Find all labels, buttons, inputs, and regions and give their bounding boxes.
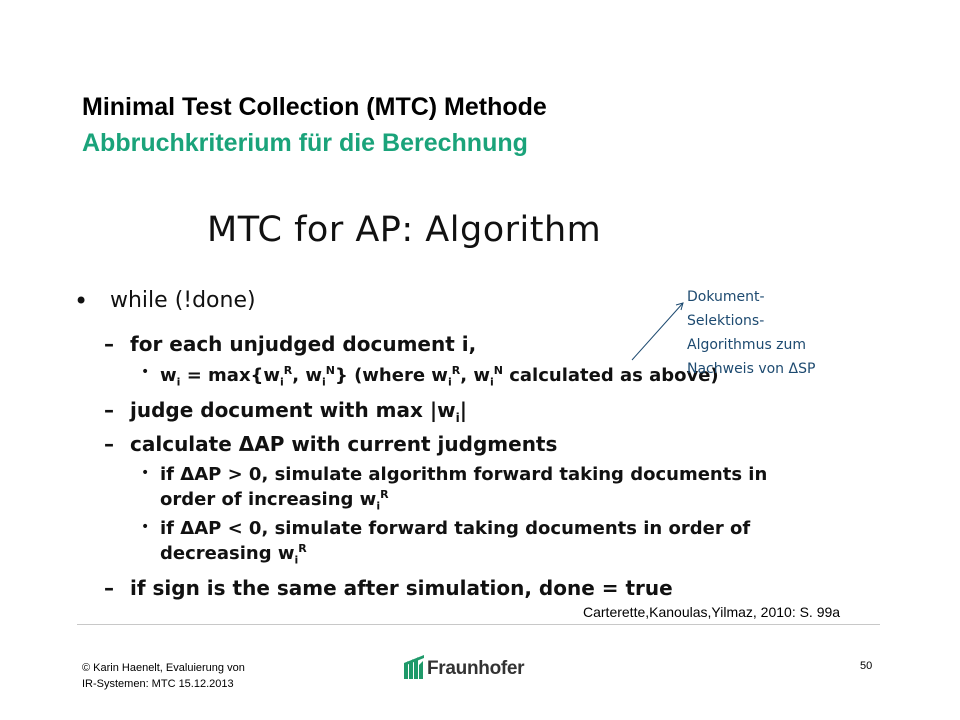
dash-marker: –	[104, 576, 114, 600]
footer-course: IR-Systemen: MTC 15.12.2013	[82, 678, 234, 690]
fraunhofer-logo	[404, 655, 529, 683]
divider	[77, 624, 880, 625]
annotation-line-4: Nachweis von ΔSP	[687, 361, 816, 377]
annotation-line-3: Algorithmus zum	[687, 337, 807, 353]
citation: Carterette,Kanoulas,Yilmaz, 2010: S. 99a	[583, 604, 841, 620]
algo-line-1: while (!done)	[110, 288, 256, 313]
algo-line-9: decreasing $w_i^R$	[160, 542, 307, 567]
dash-marker: –	[104, 398, 114, 422]
slide-title: Minimal Test Collection (MTC) Methode	[82, 93, 547, 121]
bullet-marker: •	[74, 287, 89, 315]
bullet-marker: •	[141, 364, 150, 380]
logo-text: Fraunhofer	[427, 658, 525, 679]
algo-line-8: if ΔAP < 0, simulate forward taking documents in order of	[160, 518, 751, 539]
bullet-marker: •	[141, 465, 150, 481]
algo-line-5: calculate ΔAP with current judgments	[130, 432, 558, 456]
footer-author: © Karin Haenelt, Evaluierung von	[82, 662, 245, 674]
slide-subtitle: Abbruchkriterium für die Berechnung	[82, 129, 528, 157]
figure-heading: MTC for AP: Algorithm	[207, 210, 602, 250]
bullet-marker: •	[141, 519, 150, 535]
algo-line-3: $w_i = \max\{w_i^R$, $w_i^N$} (where $w_i^R$, $w_i^N$ calculated as above)	[160, 364, 719, 389]
dash-marker: –	[104, 332, 114, 356]
annotation-line-2: Selektions-	[687, 313, 765, 329]
dash-marker: –	[104, 432, 114, 456]
algo-line-7: order of increasing $w_i^R$	[160, 488, 389, 513]
annotation-line-1: Dokument-	[687, 289, 765, 305]
algo-line-6: if ΔAP > 0, simulate algorithm forward taking documents in	[160, 464, 768, 485]
page-number: 50	[860, 660, 873, 672]
algo-line-2: for each unjudged document i,	[130, 332, 477, 356]
algo-line-4: judge document with $\max |w_i|$	[130, 398, 468, 425]
algo-line-10: if sign is the same after simulation, done = true	[130, 576, 673, 600]
